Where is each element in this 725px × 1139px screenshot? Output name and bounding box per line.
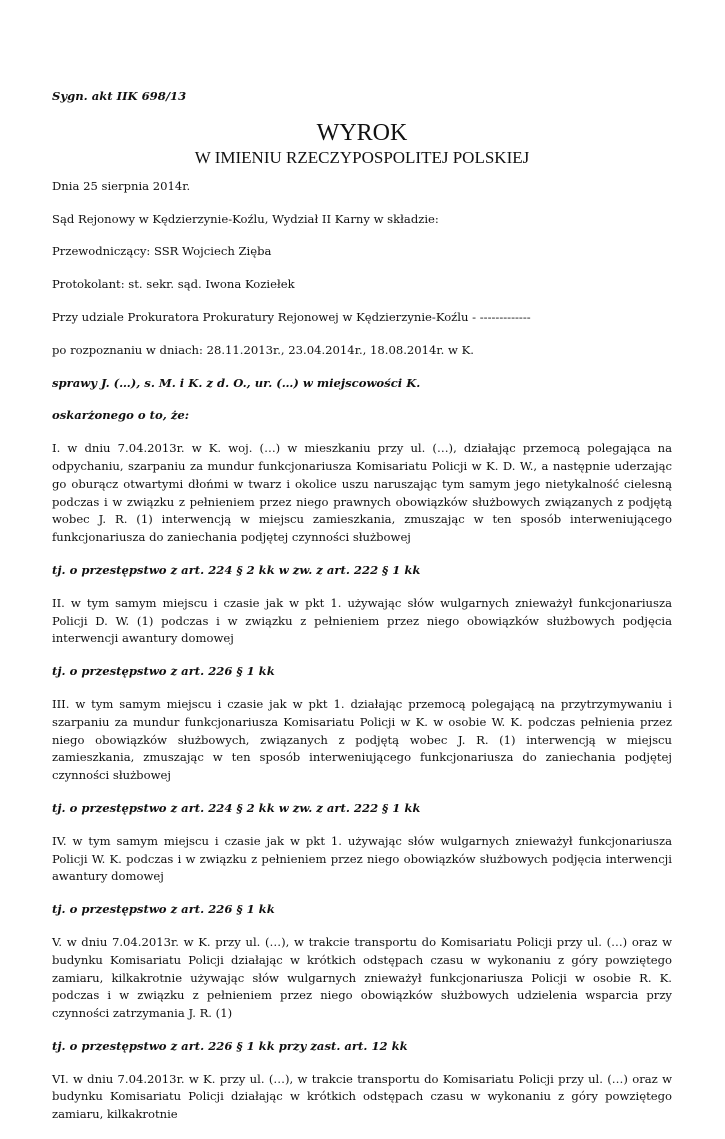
count-text: V. w dniu 7.04.2013r. w K. przy ul. (…), w trakcie transportu do Komisariatu Policji przy ul. (…) oraz w budynku Komisariatu Policji działając w krótkich odstępach czasu w wykonaniu z góry powziętego zamiaru, kilkakrotnie używając słów wulgarnych znieważył funkcjonariusza Policji w osobie R. K. podczas i w związku z pełnieniem przez niego obowiązków służbowych udzielenia wsparcia przy czynności zatrzymania J. R. (1) <box>52 934 672 1021</box>
case-heading: sprawy J. (…), s. M. i K. z d. O., ur. (…) w miejscowości K. <box>52 375 421 390</box>
case-signature: Sygn. akt IIK 698/13 <box>52 89 187 103</box>
count-qualification: tj. o przestępstwo z art. 226 § 1 kk przy zast. art. 12 kk <box>52 1038 408 1053</box>
court-recorder: Protokolant: st. sekr. sąd. Iwona Koziełek <box>52 277 295 292</box>
prosecutor-line: Przy udziale Prokuratora Prokuratury Rejonowej w Kędzierzynie-Koźlu - ------------- <box>52 309 531 324</box>
document-subtitle: W IMIENIU RZECZYPOSPOLITEJ POLSKIEJ <box>194 147 530 167</box>
count-text: III. w tym samym miejscu i czasie jak w pkt 1. działając przemocą polegającą na przytrzymywaniu i szarpaniu za mundur funkcjonariusza Komisariatu Policji w K. w osobie W. K. podczas pełnienia przez niego obowiązków służbowych, związanych z podjętą wobec J. R. (1) interwencją w miejscu zamieszkania, zmuszając w ten sposób interweniującego funkcjonariusza do zaniechania podjętej czynności służbowej <box>52 696 672 783</box>
accused-heading: oskarżonego o to, że: <box>52 408 190 423</box>
count-qualification: tj. o przestępstwo z art. 224 § 2 kk w zw. z art. 222 § 1 kk <box>52 800 421 815</box>
count-qualification: tj. o przestępstwo z art. 224 § 2 kk w zw. z art. 222 § 1 kk <box>52 562 421 577</box>
judgment-date: Dnia 25 sierpnia 2014r. <box>52 178 191 193</box>
hearing-dates: po rozpoznaniu w dniach: 28.11.2013r., 23.04.2014r., 18.08.2014r. w K. <box>52 342 474 357</box>
count-text: I. w dniu 7.04.2013r. w K. woj. (…) w mieszkaniu przy ul. (…), działając przemocą polegająca na odpychaniu, szarpaniu za mundur funkcjonariusza Komisariatu Policji w K. D. W., a następnie uderzając go oburącz otwartymi dłońmi w twarz i okolice uszu naruszając tym samym jego nietykalność cielesną podczas i w związku z pełnieniem przez niego prawnych obowiązków służbowych związanych z podjętą wobec J. R. (1) interwencją w miejscu zamieszkania, zmuszając w ten sposób interweniującego funkcjonariusza do zaniechania podjętej czynności służbowej <box>52 441 672 545</box>
court-name: Sąd Rejonowy w Kędzierzynie-Koźlu, Wydział II Karny w składzie: <box>52 211 439 226</box>
count-qualification: tj. o przestępstwo z art. 226 § 1 kk <box>52 902 275 917</box>
count-text: IV. w tym samym miejscu i czasie jak w pkt 1. używając słów wulgarnych znieważył funkcjonariusza Policji W. K. podczas i w związku z pełnieniem przez niego obowiązków służbowych podjęcia interwencji awantury domowej <box>52 833 672 884</box>
count-qualification: tj. o przestępstwo z art. 226 § 1 kk <box>52 664 275 679</box>
count-text: VI. w dniu 7.04.2013r. w K. przy ul. (…), w trakcie transportu do Komisariatu Policji przy ul. (…) oraz w budynku Komisariatu Policji działając w krótkich odstępach czasu w wykonaniu z góry powziętego zamiaru, kilkakrotnie <box>52 1071 672 1122</box>
count-text: II. w tym samym miejscu i czasie jak w pkt 1. używając słów wulgarnych znieważył funkcjonariusza Policji D. W. (1) podczas i w związku z pełnieniem przez niego obowiązków służbowych podjęcia interwencji awantury domowej <box>52 595 672 646</box>
presiding-judge: Przewodniczący: SSR Wojciech Zięba <box>52 244 272 259</box>
document-title: WYROK <box>316 119 408 146</box>
document-body <box>52 88 672 1139</box>
